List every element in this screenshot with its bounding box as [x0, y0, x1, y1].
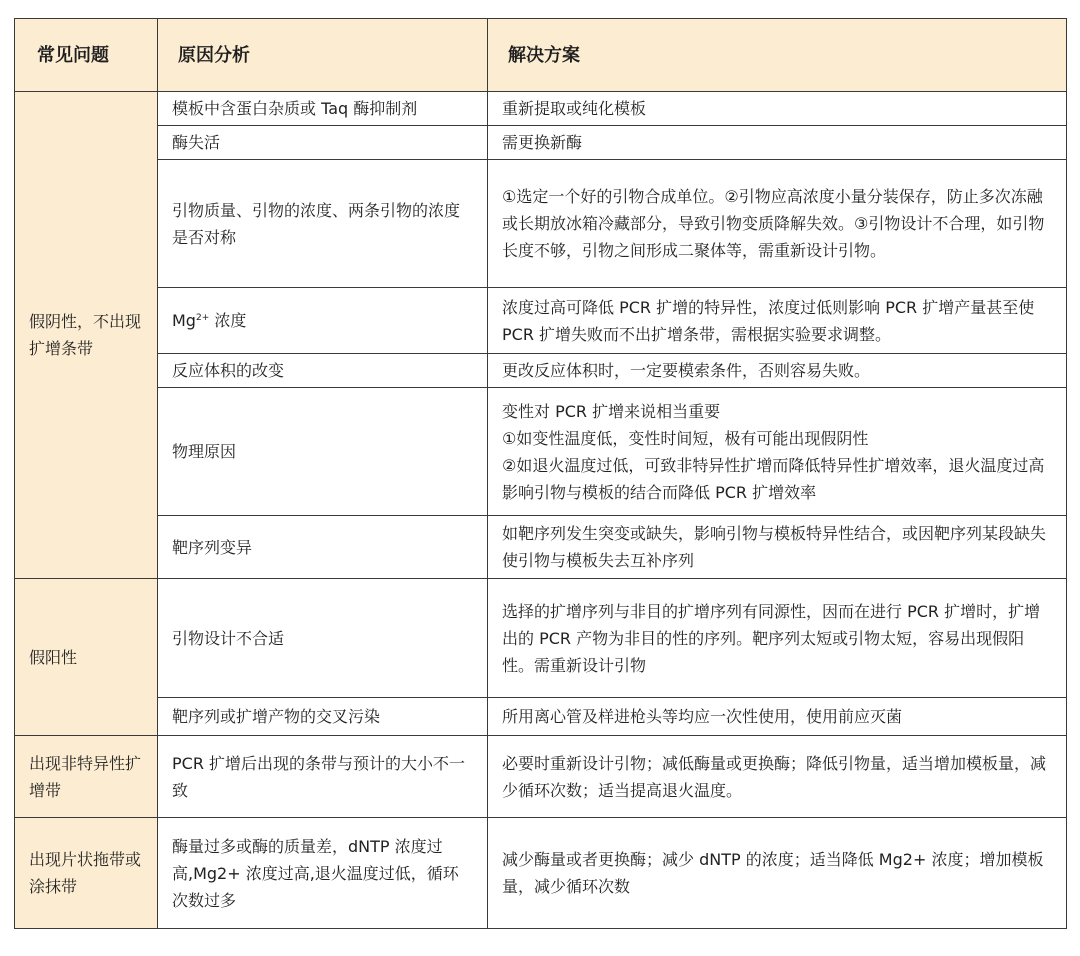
- solution-line: 变性对 PCR 扩增来说相当重要: [502, 401, 721, 421]
- mg-charge-superscript: 2+: [195, 313, 210, 323]
- table-row: [15, 516, 1067, 579]
- cause-cell: 酶量过多或酶的质量差，dNTP 浓度过高,Mg2+ 浓度过高,退火温度过低，循环次数过多: [158, 818, 488, 929]
- table-row: [15, 579, 1067, 698]
- table-row: [15, 92, 1067, 126]
- table-row: [15, 698, 1067, 736]
- cause-cell: 引物质量、引物的浓度、两条引物的浓度是否对称: [158, 160, 488, 288]
- table-row: [15, 388, 1067, 516]
- cause-cell: 反应体积的改变: [158, 354, 488, 388]
- table-row: [15, 126, 1067, 160]
- table-row: [15, 354, 1067, 388]
- cause-cell: 引物设计不合适: [158, 579, 488, 698]
- solution-cell: 需更换新酶: [488, 126, 1067, 160]
- solution-cell: 所用离心管及样进枪头等均应一次性使用，使用前应灭菌: [488, 698, 1067, 736]
- problem-cell-false-positive: 假阳性: [15, 579, 158, 736]
- solution-cell: 必要时重新设计引物；减低酶量或更换酶；降低引物量，适当增加模板量，减少循环次数；适当提高退火温度。: [488, 736, 1067, 818]
- problem-cell-false-negative: 假阴性，不出现扩增条带: [15, 92, 158, 579]
- solution-line: ①如变性温度低，变性时间短，极有可能出现假阴性: [502, 428, 869, 448]
- solution-cell: 减少酶量或者更换酶；减少 dNTP 的浓度；适当降低 Mg2+ 浓度；增加模板量，减少循环次数: [488, 818, 1067, 929]
- cause-cell: [158, 288, 488, 354]
- table-row: [15, 736, 1067, 818]
- problem-cell-nonspecific-bands: 出现非特异性扩增带: [15, 736, 158, 818]
- cause-cell: 靶序列或扩增产物的交叉污染: [158, 698, 488, 736]
- cause-cell: 酶失活: [158, 126, 488, 160]
- mg-concentration-label: 浓度: [209, 311, 247, 330]
- solution-cell: [488, 388, 1067, 516]
- header-cause: 原因分析: [158, 19, 488, 92]
- mg-symbol: Mg: [172, 311, 196, 330]
- cause-cell: 靶序列变异: [158, 516, 488, 579]
- table-row: [15, 818, 1067, 929]
- solution-cell: 更改反应体积时，一定要模索条件，否则容易失败。: [488, 354, 1067, 388]
- solution-cell: 重新提取或纯化模板: [488, 92, 1067, 126]
- header-row: [15, 19, 1067, 92]
- table-row: [15, 160, 1067, 288]
- solution-cell: 浓度过高可降低 PCR 扩增的特异性，浓度过低则影响 PCR 扩增产量甚至使 PCR 扩增失败而不出扩增条带，需根据实验要求调整。: [488, 288, 1067, 354]
- cause-cell: PCR 扩增后出现的条带与预计的大小不一致: [158, 736, 488, 818]
- solution-line: ②如退火温度过低，可致非特异性扩增而降低特异性扩增效率，退火温度过高影响引物与模板的结合而降低 PCR 扩增效率: [502, 455, 1045, 502]
- table-row: [15, 288, 1067, 354]
- header-problem: 常见问题: [15, 19, 158, 92]
- cause-cell: 物理原因: [158, 388, 488, 516]
- solution-cell: ①选定一个好的引物合成单位。②引物应高浓度小量分装保存，防止多次冻融或长期放冰箱冷藏部分，导致引物变质降解失效。③引物设计不合理，如引物长度不够，引物之间形成二聚体等，需重新设计引物。: [488, 160, 1067, 288]
- pcr-troubleshooting-table: [14, 18, 1067, 929]
- problem-cell-smear-bands: 出现片状拖带或涂抹带: [15, 818, 158, 929]
- solution-cell: 如靶序列发生突变或缺失，影响引物与模板特异性结合，或因靶序列某段缺失使引物与模板失去互补序列: [488, 516, 1067, 579]
- cause-cell: 模板中含蛋白杂质或 Taq 酶抑制剂: [158, 92, 488, 126]
- header-solution: 解决方案: [488, 19, 1067, 92]
- solution-cell: 选择的扩增序列与非目的扩增序列有同源性，因而在进行 PCR 扩增时，扩增出的 PCR 产物为非目的性的序列。靶序列太短或引物太短，容易出现假阳性。需重新设计引物: [488, 579, 1067, 698]
